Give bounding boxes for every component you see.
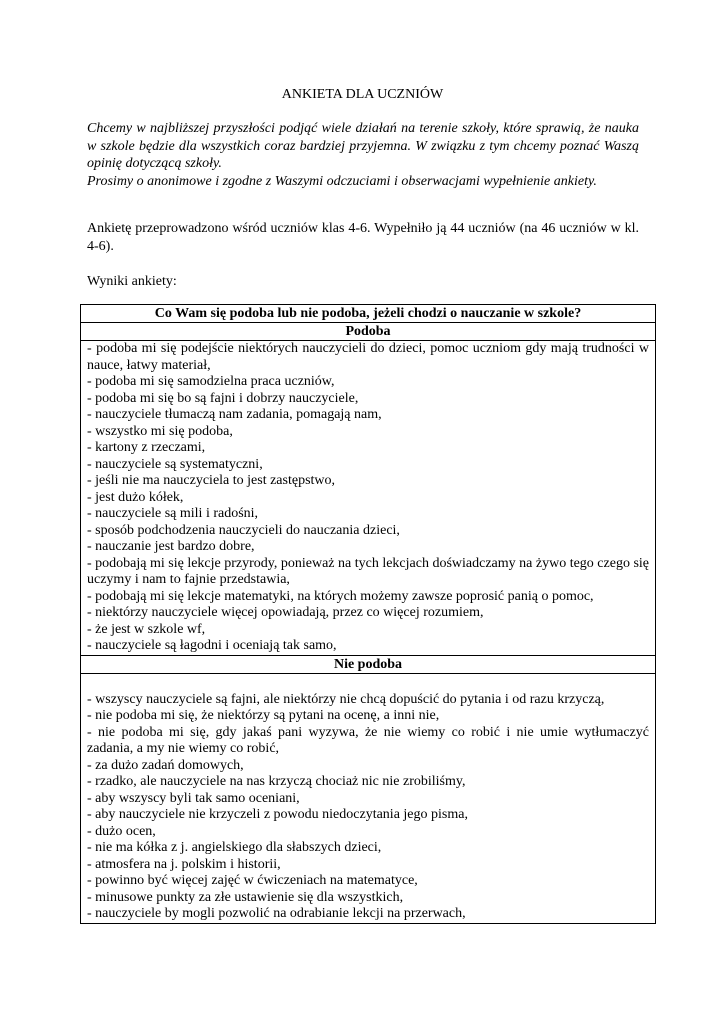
list-item: - nauczyciele są łagodni i oceniają tak samo, — [87, 638, 337, 653]
list-item: - podobają mi się lekcje przyrody, ponieważ na tych lekcjach doświadczamy na żywo tego czego się uczymy i nam to fajnie przedstawia, — [87, 555, 649, 587]
list-item: - sposób podchodzenia nauczycieli do nauczania dzieci, — [87, 522, 400, 538]
list-item: - dużo ocen, — [87, 823, 156, 839]
dislikes-row — [81, 673, 656, 923]
document-title: ANKIETA DLA UCZNIÓW — [281, 87, 444, 102]
list-item: - podoba mi się bo są fajni i dobrzy nauczyciele, — [87, 390, 359, 406]
list-item: - jeśli nie ma nauczyciela to jest zastępstwo, — [87, 473, 336, 488]
list-item: - kartony z rzeczami, — [87, 440, 206, 455]
list-item: - podoba mi się podejście niektórych nauczycieli do dzieci, pomoc uczniom gdy mają trudności w nauce, łatwy materiał, — [87, 341, 649, 373]
question-cell: Co Wam się podoba lub nie podoba, jeżeli chodzi o nauczanie w szkole? — [81, 305, 656, 323]
list-item: - minusowe punkty za złe ustawienie się dla wszystkich, — [87, 889, 404, 905]
likes-list — [81, 341, 656, 656]
survey-results-table — [80, 304, 656, 924]
list-item: - nauczanie jest bardzo dobre, — [87, 539, 255, 554]
list-item: - podobają mi się lekcje matematyki, na których możemy zawsze poprosić panią o pomoc, — [87, 588, 594, 604]
list-item: - nauczyciele są systematyczni, — [87, 456, 263, 472]
list-item: - nie ma kółka z j. angielskiego dla słabszych dzieci, — [87, 840, 382, 855]
likes-header-cell: Podoba — [81, 323, 656, 341]
list-item: - że jest w szkole wf, — [87, 621, 206, 637]
dislikes-header-row — [81, 655, 656, 673]
survey-info — [87, 220, 639, 255]
list-item: - atmosfera na j. polskim i historii, — [87, 856, 281, 872]
list-item: - aby nauczyciele nie krzyczeli z powodu niedoczytania jego pisma, — [87, 807, 468, 822]
list-item: - za dużo zadań domowych, — [87, 757, 244, 773]
list-item: - nauczyciele by mogli pozwolić na odrabianie lekcji na przerwach, — [87, 906, 466, 921]
likes-row — [81, 341, 656, 656]
intro-paragraph: Prosimy o anonimowe i zgodne z Waszymi odczuciami i obserwacjami wypełnienie ankiety. — [87, 173, 597, 189]
list-item: - niektórzy nauczyciele więcej opowiadają, przez co więcej rozumiem, — [87, 605, 484, 620]
intro-paragraph: Chcemy w najbliższej przyszłości podjąć wiele działań na terenie szkoły, które sprawią, że nauka w szkole będzie dla wszystkich coraz bardziej przyjemna. W związku z tym chcemy poznać Waszą opinię dotyczącą szkoły. — [87, 121, 639, 171]
list-item: - nie podoba mi się, że niektórzy są pytani na ocenę, a inni nie, — [87, 708, 440, 723]
list-item: - nauczyciele tłumaczą nam zadania, pomagają nam, — [87, 407, 382, 422]
question-row — [81, 305, 656, 323]
list-item: - powinno być więcej zajęć w ćwiczeniach na matematyce, — [87, 873, 418, 888]
list-item: - nauczyciele są mili i radośni, — [87, 506, 259, 521]
results-label: Wyniki ankiety: — [87, 274, 177, 289]
list-item: - rzadko, ale nauczyciele na nas krzyczą chociaż nic nie zrobiliśmy, — [87, 774, 466, 789]
list-item: - nie podoba mi się, gdy jakaś pani wyzywa, że nie wiemy co robić i nie umie wytłumaczyć zadania, a my nie wiemy co robić, — [87, 724, 649, 756]
list-item: - podoba mi się samodzielna praca uczniów, — [87, 374, 335, 389]
survey-info-text: Ankietę przeprowadzono wśród uczniów klas 4-6. Wypełniło ją 44 uczniów (na 46 uczniów w kl. 4-6). — [87, 221, 639, 254]
list-item: - wszystko mi się podoba, — [87, 423, 233, 439]
list-item: - jest dużo kółek, — [87, 489, 184, 505]
list-item: - aby wszyscy byli tak samo oceniani, — [87, 790, 300, 806]
intro-text — [87, 120, 639, 190]
list-item: - wszyscy nauczyciele są fajni, ale niektórzy nie chcą dopuścić do pytania i od razu krzyczą, — [87, 691, 605, 707]
dislikes-list — [81, 673, 656, 923]
dislikes-header-cell: Nie podoba — [81, 655, 656, 673]
likes-header-row — [81, 323, 656, 341]
